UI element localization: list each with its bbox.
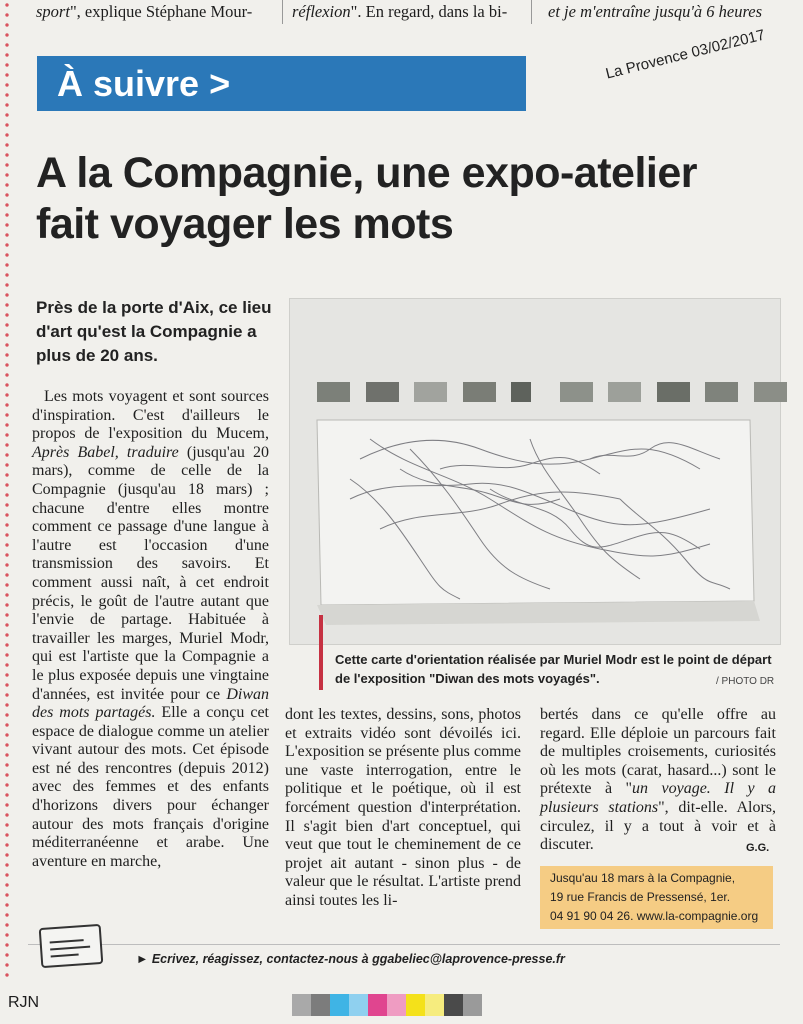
photo-credit: / PHOTO DR: [716, 676, 775, 687]
article-column-1: [32, 388, 269, 871]
caption-accent-bar: [319, 615, 323, 690]
article-headline: [36, 148, 796, 250]
tablet-icon: [39, 924, 104, 968]
top-fragment-col3: et je m'entraîne jusqu'à 6 heures: [548, 2, 763, 21]
color-swatch: [349, 994, 368, 1016]
perforation-dots: [4, 0, 10, 980]
color-swatch: [368, 994, 387, 1016]
column-rule: [531, 0, 532, 24]
top-fragment-col1: sport", explique Stéphane Mour-: [36, 2, 253, 21]
column-3-paragraph: bertés dans ce qu'elle offre au regard. Elle déploie un parcours fait de multiples croisements, curiosités où les mots (carat, hasard...) sont le prétexte à "un voyage. Il y a plusieurs stations", dit-elle. Alors, circulez, il y a tout à voir et à discuter.: [540, 706, 776, 854]
color-swatch: [425, 994, 444, 1016]
article-standfirst: Près de la porte d'Aix, ce lieu d'art qu'est la Compagnie a plus de 20 ans.: [36, 298, 272, 365]
section-banner-label: À suivre >: [57, 63, 231, 104]
top-fragment-col2: réflexion". En regard, dans la bi-: [292, 2, 508, 21]
color-swatch: [463, 994, 482, 1016]
photo-caption: Cette carte d'orientation réalisée par Muriel Modr est le point de départ de l'exposition "Diwan des mots voyagés".: [335, 652, 772, 686]
print-color-swatches: [292, 994, 482, 1016]
map-artwork: [290, 299, 780, 644]
practical-info-box: [540, 866, 773, 929]
info-line-dates: Jusqu'au 18 mars à la Compagnie,: [550, 871, 736, 885]
color-swatch: [406, 994, 425, 1016]
color-swatch: [330, 994, 349, 1016]
section-banner: [37, 56, 526, 111]
headline-line-1: A la Compagnie, une expo-atelier: [36, 149, 697, 197]
headline-line-2: fait voyager les mots: [36, 200, 454, 248]
column-2-paragraph: dont les textes, dessins, sons, photos et extraits vidéo sont dévoilés ici. L'exposition se présente plus comme une vaste interrogation, entre le politique et le poétique, où il est forcément question d'interprétation. Il s'agit bien d'art conceptuel, qui veut que tout le cheminement de ce projet ait autant - sinon plus - de valeur que le résultat. L'artiste prend ainsi toutes les li-: [285, 706, 521, 909]
column-1-paragraph: Les mots voyagent et sont sources d'inspiration. C'est d'ailleurs le propos de l'exposition du Mucem, Après Babel, traduire (jusqu'au 20 mars), comme de celle de la Compagnie (jusqu'au 18 mars) ; chacune d'entre elles montre comment ce passage d'une langue à l'autre est l'occasion d'une transmission des savoirs. Et comment aussi naît, à cet endroit précis, le goût de l'autre autant que l'envie de partage. Habituée à travailler les marges, Muriel Modr, qui est l'artiste que la Compagnie a le plus exposée depuis une vingtaine d'années, est invitée pour ce Diwan des mots partagés. Elle a conçu cet espace de dialogue comme un atelier vivant autour des mots. Cet épisode est né des rencontres (depuis 2012) avec des femmes et des enfants d'horizons divers pour échanger autour des mots français d'origine méditerranéenne et arabe. Une aventure en marche,: [32, 388, 270, 870]
info-line-contact: 04 91 90 04 26. www.la-compagnie.org: [550, 909, 759, 923]
info-line-address: 19 rue Francis de Pressensé, 1er.: [550, 890, 731, 904]
color-swatch: [387, 994, 406, 1016]
color-swatch: [311, 994, 330, 1016]
handwritten-date-note: La Provence 03/02/2017: [604, 26, 767, 83]
article-photo: [289, 298, 781, 645]
column-rule: [282, 0, 283, 24]
article-column-2: [285, 706, 521, 911]
author-signature: G.G.: [746, 842, 770, 854]
footer-contact-line: ► Ecrivez, réagissez, contactez-nous à ggabeliec@laprovence-presse.fr: [136, 952, 565, 966]
print-registration-label: RJN: [8, 994, 40, 1011]
article-column-3: [540, 706, 776, 855]
footer-rule: [28, 944, 780, 945]
color-swatch: [444, 994, 463, 1016]
map-canvas-shadow: [317, 601, 760, 625]
color-swatch: [292, 994, 311, 1016]
